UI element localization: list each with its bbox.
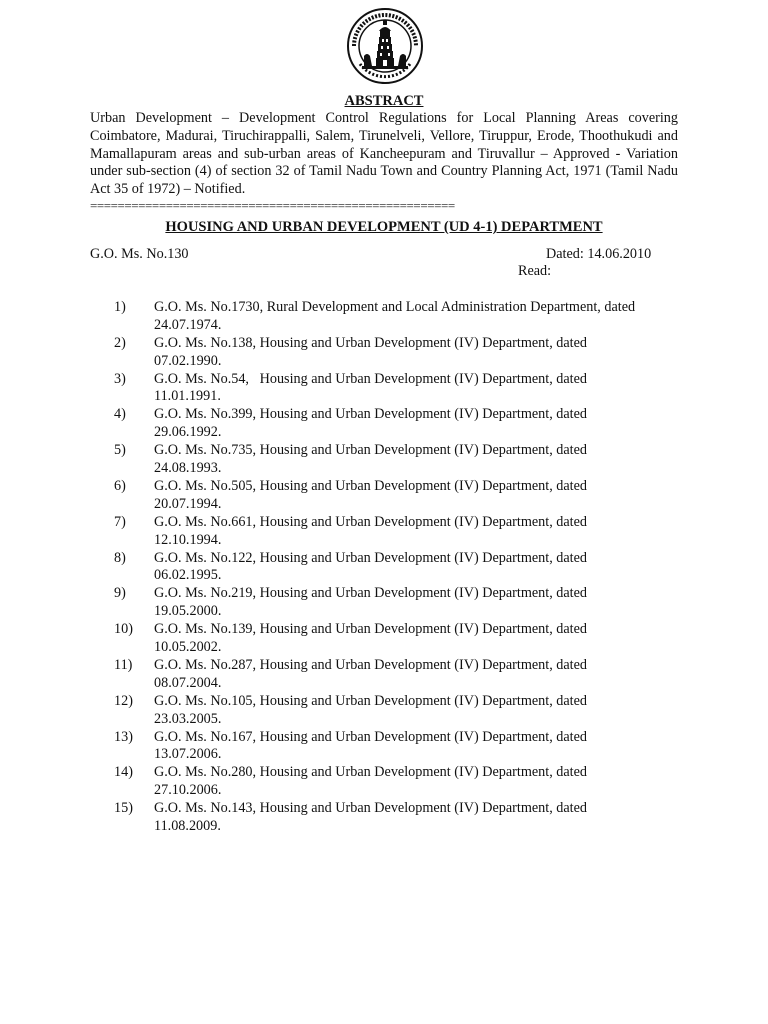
list-item: [90, 478, 678, 514]
reference-number: 14): [114, 764, 133, 781]
abstract-title: ABSTRACT: [344, 93, 424, 109]
reference-number: 12): [114, 692, 133, 709]
reference-text: G.O. Ms. No.167, Housing and Urban Development (IV) Department, dated 13.07.2006.: [154, 728, 588, 763]
reference-number: 15): [114, 800, 133, 817]
list-item: [90, 299, 678, 335]
list-item: [90, 800, 678, 836]
reference-list: [90, 299, 678, 836]
reference-text: G.O. Ms. No.138, Housing and Urban Development (IV) Department, dated 07.02.1990.: [154, 334, 588, 369]
reference-number: 3): [114, 370, 126, 387]
reference-number: 13): [114, 728, 133, 745]
reference-text: G.O. Ms. No.661, Housing and Urban Development (IV) Department, dated 12.10.1994.: [154, 513, 588, 548]
reference-text: G.O. Ms. No.735, Housing and Urban Development (IV) Department, dated 24.08.1993.: [154, 442, 588, 476]
reference-number: 5): [114, 442, 126, 459]
reference-number: 7): [114, 513, 126, 530]
reference-text: G.O. Ms. No.219, Housing and Urban Development (IV) Department, dated 19.05.2000.: [154, 585, 588, 620]
reference-number: 6): [114, 477, 126, 494]
reference-text: G.O. Ms. No.1730, Rural Development and Local Administration Department, dated 24.07.1974.: [154, 299, 636, 333]
list-item: [90, 729, 678, 765]
list-item: [90, 442, 678, 478]
reference-text: G.O. Ms. No.287, Housing and Urban Development (IV) Department, dated 08.07.2004.: [154, 656, 588, 691]
reference-text: G.O. Ms. No.143, Housing and Urban Development (IV) Department, dated 11.08.2009.: [154, 800, 588, 834]
department-title: HOUSING AND URBAN DEVELOPMENT (UD 4-1) DEPARTMENT: [165, 219, 603, 235]
read-label: Read:: [518, 263, 552, 279]
list-item: [90, 371, 678, 407]
list-item: [90, 764, 678, 800]
reference-number: 11): [114, 656, 133, 673]
reference-text: G.O. Ms. No.54, Housing and Urban Development (IV) Department, dated 11.01.1991.: [154, 370, 591, 405]
divider: =====================================================: [90, 199, 455, 213]
reference-number: 4): [114, 406, 126, 423]
list-item: [90, 693, 678, 729]
list-item: [90, 406, 678, 442]
list-item: [90, 550, 678, 586]
reference-text: G.O. Ms. No.139, Housing and Urban Development (IV) Department, dated 10.05.2002.: [154, 621, 588, 655]
reference-number: 9): [114, 585, 126, 602]
reference-text: G.O. Ms. No.105, Housing and Urban Development (IV) Department, dated 23.03.2005.: [154, 692, 588, 727]
reference-number: 1): [114, 299, 126, 315]
reference-number: 2): [114, 334, 126, 351]
go-date: Dated: 14.06.2010: [546, 246, 652, 262]
abstract-body: Urban Development – Development Control Regulations for Local Planning Areas covering Coimbatore, Madurai, Tiruchirappalli, Salem, Tirunelveli, Vellore, Tiruppur, Erode, Thoothukudi and Mamallapuram areas and sub-urban areas of Kancheepuram and Tiruvallur – Approved - Variation under sub-section (4) of section 32 of Tamil Nadu Town and Country Planning Act, 1971 (Tamil Nadu Act 35 of 1972) – Notified.: [90, 110, 678, 198]
reference-text: G.O. Ms. No.122, Housing and Urban Development (IV) Department, dated 06.02.1995.: [154, 549, 588, 584]
list-item: [90, 621, 678, 657]
emblem-seal-icon: [346, 6, 424, 90]
tamil-nadu-emblem: [346, 6, 424, 90]
list-item: [90, 335, 678, 371]
list-item: [90, 585, 678, 621]
list-item: [90, 514, 678, 550]
reference-number: 10): [114, 621, 133, 638]
reference-text: G.O. Ms. No.399, Housing and Urban Development (IV) Department, dated 29.06.1992.: [154, 406, 588, 441]
reference-text: G.O. Ms. No.280, Housing and Urban Development (IV) Department, dated 27.10.2006.: [154, 764, 588, 799]
reference-text: G.O. Ms. No.505, Housing and Urban Development (IV) Department, dated 20.07.1994.: [154, 477, 588, 512]
go-number: G.O. Ms. No.130: [90, 246, 189, 262]
reference-number: 8): [114, 549, 126, 566]
list-item: [90, 657, 678, 693]
